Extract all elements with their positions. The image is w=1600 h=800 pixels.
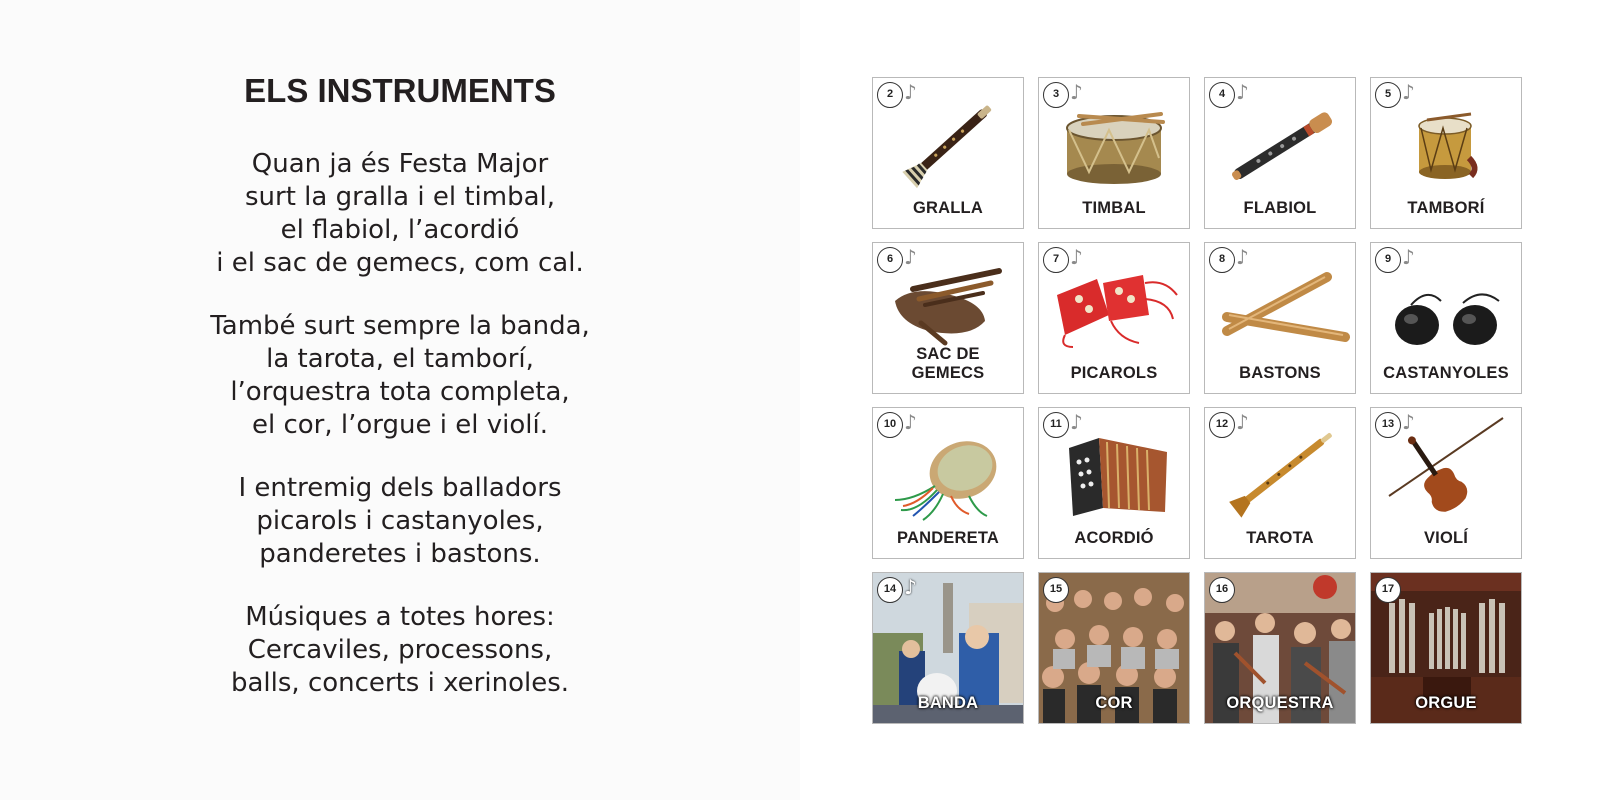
card-banda[interactable] (872, 572, 1024, 724)
music-note-icon: ♪ (1070, 410, 1083, 434)
card-picarols[interactable] (1038, 242, 1190, 394)
track-number-badge: 5 (1375, 82, 1401, 108)
track-number-badge: 12 (1209, 412, 1235, 438)
page-title: ELS INSTRUMENTS (244, 72, 556, 109)
card-label: FLABIOL (1243, 199, 1317, 217)
music-note-icon: ♪ (1402, 245, 1415, 269)
music-note-icon: ♪ (1236, 80, 1249, 104)
card-label: ORGUE (1415, 694, 1477, 712)
instrument-grid (872, 77, 1522, 724)
card-label: PANDERETA (896, 529, 1000, 547)
stanza-1 (0, 148, 800, 280)
poem-line: surt la gralla i el timbal, (244, 182, 555, 212)
music-note-icon: ♪ (904, 410, 917, 434)
card-cor[interactable] (1038, 572, 1190, 724)
poem-line: Músiques a totes hores: (245, 602, 555, 632)
music-note-icon: ♪ (904, 80, 917, 104)
poem (0, 148, 800, 730)
track-number-badge: 9 (1375, 247, 1401, 273)
poem-line: l’orquestra tota completa, (230, 377, 570, 407)
card-orquestra[interactable] (1204, 572, 1356, 724)
card-tarota[interactable] (1204, 407, 1356, 559)
poem-line: el flabiol, l’acordió (280, 215, 520, 245)
track-number-badge: 7 (1043, 247, 1069, 273)
stanza-2 (0, 310, 800, 442)
poem-line: i el sac de gemecs, com cal. (216, 248, 584, 278)
music-note-icon: ♪ (1402, 410, 1415, 434)
poem-line: panderetes i bastons. (259, 539, 541, 569)
card-bastons[interactable] (1204, 242, 1356, 394)
music-note-icon: ♪ (904, 575, 917, 599)
card-orgue[interactable] (1370, 572, 1522, 724)
music-note-icon: ♪ (1070, 80, 1083, 104)
card-gralla[interactable] (872, 77, 1024, 229)
poem-line: la tarota, el tamborí, (266, 344, 534, 374)
stanza-4 (0, 601, 800, 700)
card-castanyoles[interactable] (1370, 242, 1522, 394)
track-number-badge: 13 (1375, 412, 1401, 438)
track-number-badge: 16 (1209, 577, 1235, 603)
poem-line: balls, concerts i xerinoles. (230, 668, 570, 698)
card-label: SAC DE GEMECS (911, 345, 985, 382)
track-number-badge: 4 (1209, 82, 1235, 108)
music-note-icon: ♪ (1402, 80, 1415, 104)
card-label: ORQUESTRA (1226, 694, 1334, 712)
card-flabiol[interactable] (1204, 77, 1356, 229)
track-number-badge: 11 (1043, 412, 1069, 438)
poem-line: picarols i castanyoles, (256, 506, 544, 536)
track-number-badge: 10 (877, 412, 903, 438)
poem-line: el cor, l’orgue i el violí. (252, 410, 548, 440)
card-label: ACORDIÓ (1074, 529, 1154, 547)
track-number-badge: 8 (1209, 247, 1235, 273)
card-label: COR (1095, 694, 1133, 712)
card-label: BASTONS (1239, 364, 1321, 382)
music-note-icon: ♪ (904, 245, 917, 269)
card-tambori[interactable] (1370, 77, 1522, 229)
music-note-icon: ♪ (1070, 245, 1083, 269)
card-label: TAROTA (1246, 529, 1314, 547)
card-label: BANDA (917, 694, 979, 712)
card-violi[interactable] (1370, 407, 1522, 559)
stanza-3 (0, 472, 800, 571)
music-note-icon: ♪ (1236, 245, 1249, 269)
card-label: TIMBAL (1082, 199, 1146, 217)
poem-line: I entremig dels balladors (238, 473, 562, 503)
card-acordio[interactable] (1038, 407, 1190, 559)
track-number-badge: 3 (1043, 82, 1069, 108)
music-note-icon: ♪ (1236, 410, 1249, 434)
poem-line: Cercaviles, processons, (247, 635, 553, 665)
card-pandereta[interactable] (872, 407, 1024, 559)
card-label: TAMBORÍ (1407, 199, 1485, 217)
track-number-badge: 15 (1043, 577, 1069, 603)
track-number-badge: 14 (877, 577, 903, 603)
card-label: VIOLÍ (1423, 529, 1469, 547)
track-number-badge: 6 (877, 247, 903, 273)
track-number-badge: 2 (877, 82, 903, 108)
card-sac-de-gemecs[interactable] (872, 242, 1024, 394)
poem-line: Quan ja és Festa Major (251, 149, 549, 179)
card-label: GRALLA (913, 199, 983, 217)
card-label: CASTANYOLES (1383, 364, 1509, 382)
track-number-badge: 17 (1375, 577, 1401, 603)
poem-line: També surt sempre la banda, (210, 311, 590, 341)
card-timbal[interactable] (1038, 77, 1190, 229)
card-label: PICAROLS (1070, 364, 1158, 382)
